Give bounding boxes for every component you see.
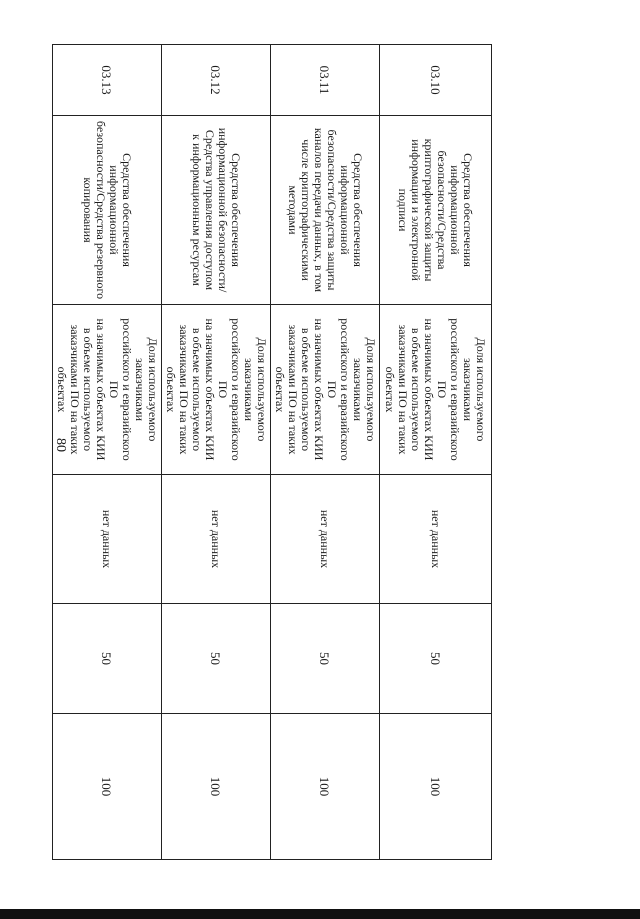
row-desc-line: заказчиками ПО на таких объектах <box>164 324 191 455</box>
row-desc-line: в объеме используемого <box>190 327 204 452</box>
table-row <box>162 45 271 860</box>
row-desc-line: Доля используемого заказчиками <box>242 337 269 442</box>
row-value-1: 50 <box>162 604 271 714</box>
row-name-line: подписи <box>396 188 411 232</box>
page-number: 80 <box>53 438 68 452</box>
table-row <box>271 45 380 860</box>
row-description <box>162 305 271 475</box>
row-desc-line: российского и евразийского ПО <box>325 318 352 461</box>
row-code: 03.12 <box>162 45 271 116</box>
row-name-line: каналов передачи данных, в том <box>312 127 326 293</box>
row-desc-line: в объеме используемого <box>299 327 313 452</box>
row-code: 03.10 <box>380 45 492 116</box>
row-name-line: Средства обеспечения <box>461 153 476 267</box>
row-value-1: 50 <box>380 604 492 714</box>
row-name-line: безопасности/Средства защиты <box>325 129 339 291</box>
row-description <box>53 305 162 475</box>
row-desc-line: российского и евразийского ПО <box>435 318 463 461</box>
row-desc-line: Доля используемого заказчиками <box>133 337 160 442</box>
row-baseline: нет данных <box>162 475 271 604</box>
row-name <box>271 116 380 305</box>
row-name-line: числе криптографическими <box>299 139 313 281</box>
row-name-line: Средства обеспечения <box>120 153 134 267</box>
row-code: 03.11 <box>271 45 380 116</box>
row-desc-line: заказчиками ПО на таких объектах <box>55 324 82 455</box>
row-name-line: к информационным ресурсам <box>190 134 204 286</box>
row-desc-line: заказчиками ПО на таких объектах <box>383 324 411 455</box>
row-code: 03.13 <box>53 45 162 116</box>
row-name-line: информационной безопасности/ <box>216 127 230 293</box>
row-name-line: информационной <box>448 165 463 255</box>
row-name-line: методами <box>286 185 300 235</box>
row-desc-line: заказчиками ПО на таких объектах <box>273 324 300 455</box>
row-desc-line: на значимых объектах КИИ <box>203 318 217 461</box>
table-row <box>53 45 162 860</box>
row-name-line: Средства обеспечения <box>351 153 365 267</box>
row-value-2: 100 <box>162 714 271 860</box>
row-name-line: Средства обеспечения <box>229 153 243 267</box>
row-name-line: криптографической защиты <box>422 138 437 282</box>
row-baseline: нет данных <box>53 475 162 604</box>
row-desc-line: на значимых объектах КИИ <box>94 318 108 461</box>
table-body <box>53 45 492 860</box>
row-desc-line: на значимых объектах КИИ <box>312 318 326 461</box>
row-name-line: информационной <box>338 165 352 255</box>
row-desc-line: Доля используемого заказчиками <box>351 337 378 442</box>
row-name <box>162 116 271 305</box>
row-baseline: нет данных <box>271 475 380 604</box>
row-description <box>380 305 492 475</box>
row-name-line: копирования <box>81 177 95 243</box>
table-row <box>380 45 492 860</box>
row-description <box>271 305 380 475</box>
row-baseline: нет данных <box>380 475 492 604</box>
row-desc-line: в объеме используемого <box>81 327 95 452</box>
row-desc-line: на значимых объектах КИИ <box>422 318 437 461</box>
row-value-2: 100 <box>53 714 162 860</box>
row-name-line: безопасности/Средства <box>435 150 450 270</box>
row-desc-line: российского и евразийского ПО <box>216 318 243 461</box>
row-desc-line: в объеме используемого <box>409 327 424 452</box>
scan-edge <box>0 909 640 919</box>
row-name <box>380 116 492 305</box>
row-desc-line: Доля используемого заказчиками <box>461 337 489 442</box>
row-value-1: 50 <box>53 604 162 714</box>
indicators-table <box>52 44 492 860</box>
row-value-2: 100 <box>271 714 380 860</box>
row-desc-line: российского и евразийского ПО <box>107 318 134 461</box>
row-name-line: Средства управления доступом <box>203 129 217 291</box>
row-name <box>53 116 162 305</box>
row-name-line: информационной <box>107 165 121 255</box>
row-name-line: информации и электронной <box>409 139 424 281</box>
row-value-1: 50 <box>271 604 380 714</box>
row-value-2: 100 <box>380 714 492 860</box>
row-name-line: безопасности/Средства резервного <box>94 120 108 300</box>
